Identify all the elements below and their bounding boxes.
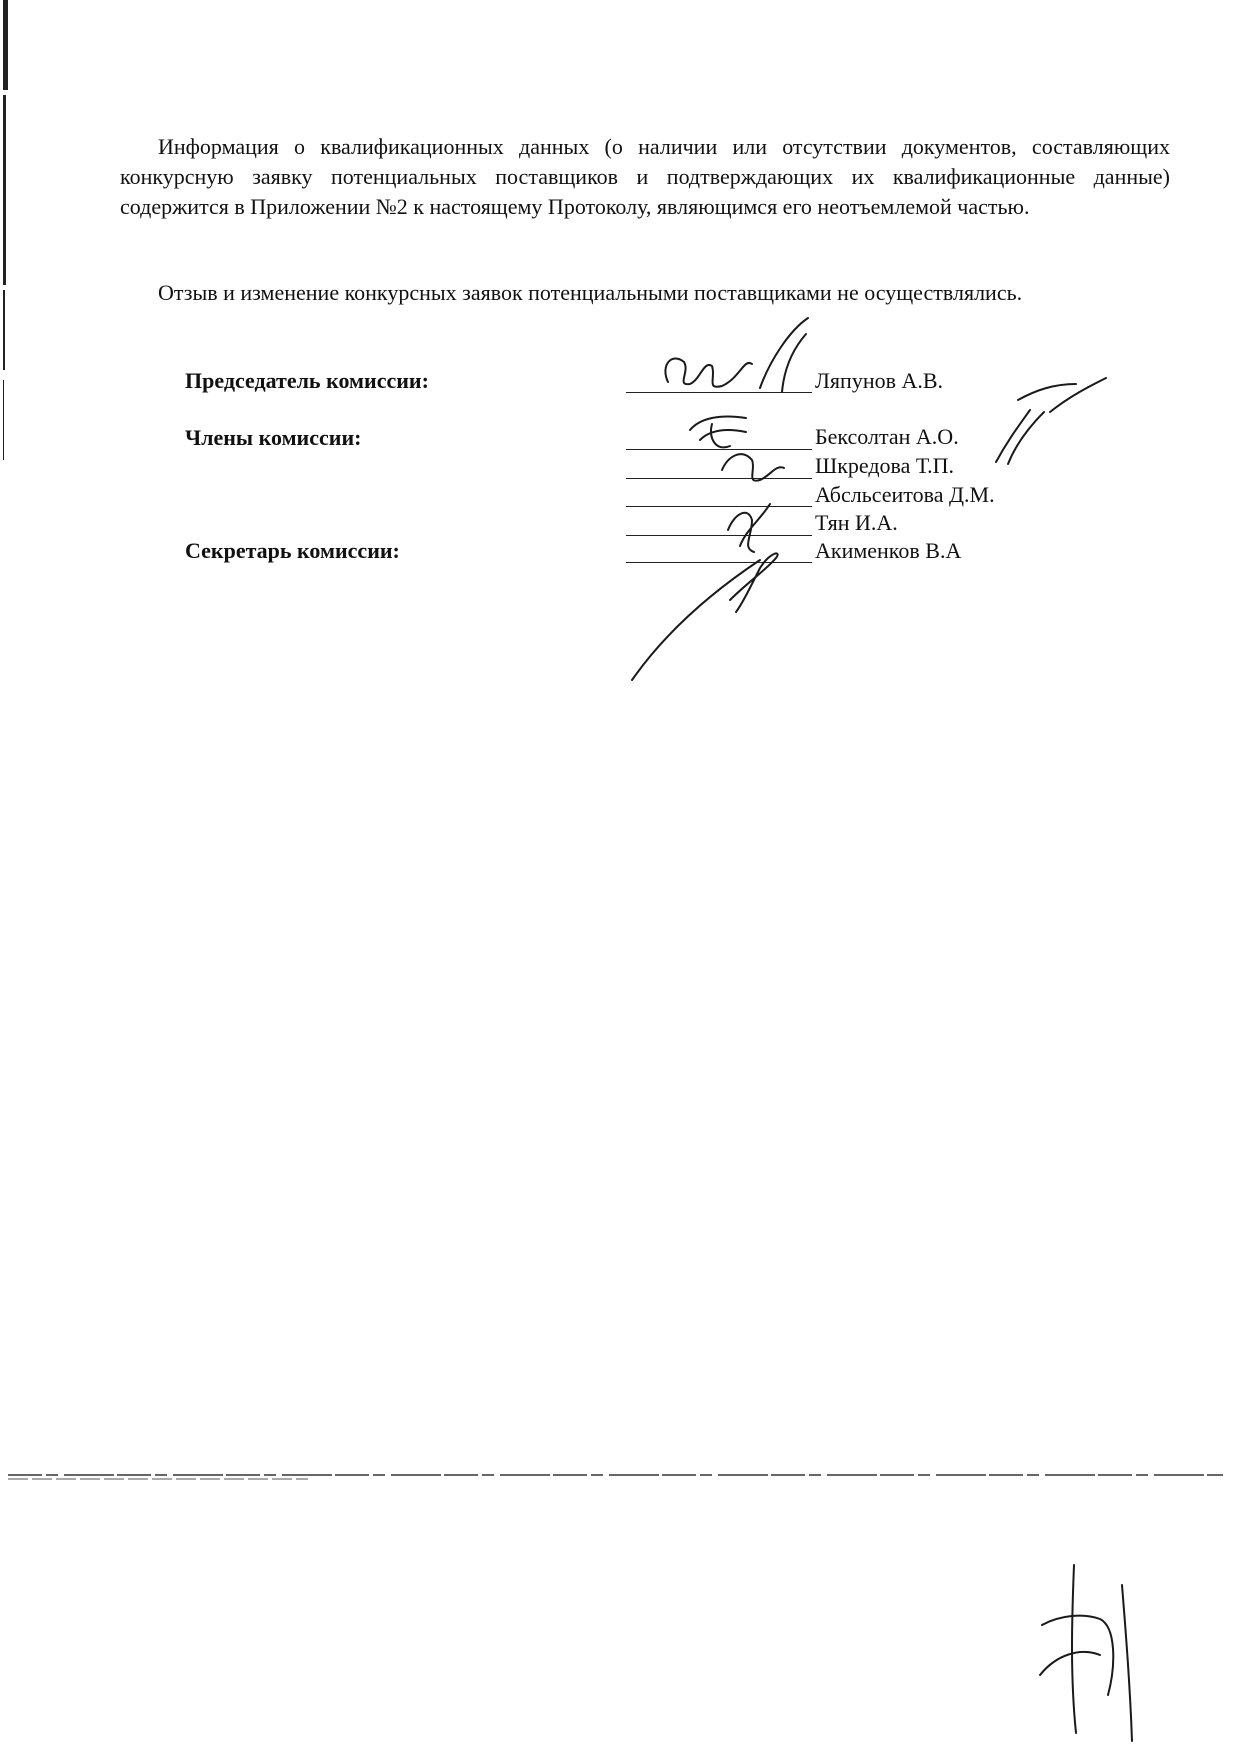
withdrawal-paragraph: Отзыв и изменение конкурсных заявок потенциальными поставщиками не осуществлялись. xyxy=(158,280,1023,305)
members-label: Члены комиссии: xyxy=(185,425,362,450)
chairman-label: Председатель комиссии: xyxy=(185,368,429,393)
member-signature-line xyxy=(626,535,812,536)
scan-dashed-line xyxy=(8,1472,1223,1482)
member-name: Бексолтан А.О. xyxy=(815,424,959,449)
qualification-info-paragraph: Информация о квалификационных данных (о наличии или отсутствии документов, составляющих конкурсную заявку потенциальных поставщиков и подтверждающих их квалификационные данные) содержится в Приложении №2 к настоящему Протоколу, являющимся его неотъемлемой частью. xyxy=(120,134,1170,219)
member-name: Абсльсеитова Д.М. xyxy=(815,482,995,507)
member-name: Шкредова Т.П. xyxy=(815,453,955,478)
scan-edge-artifact xyxy=(0,0,14,470)
chairman-signature-line xyxy=(626,392,812,393)
member-name: Тян И.А. xyxy=(815,510,898,535)
member-signature-line xyxy=(626,449,812,450)
chairman-name: Ляпунов А.В. xyxy=(815,368,944,393)
secretary-signature-line xyxy=(626,562,812,563)
page-initials-mark xyxy=(1030,1555,1150,1745)
member-signature-line xyxy=(626,478,812,479)
secretary-name: Акименков В.А xyxy=(815,538,962,563)
secretary-label: Секретарь комиссии: xyxy=(185,538,400,563)
member-signature-line xyxy=(626,506,812,507)
